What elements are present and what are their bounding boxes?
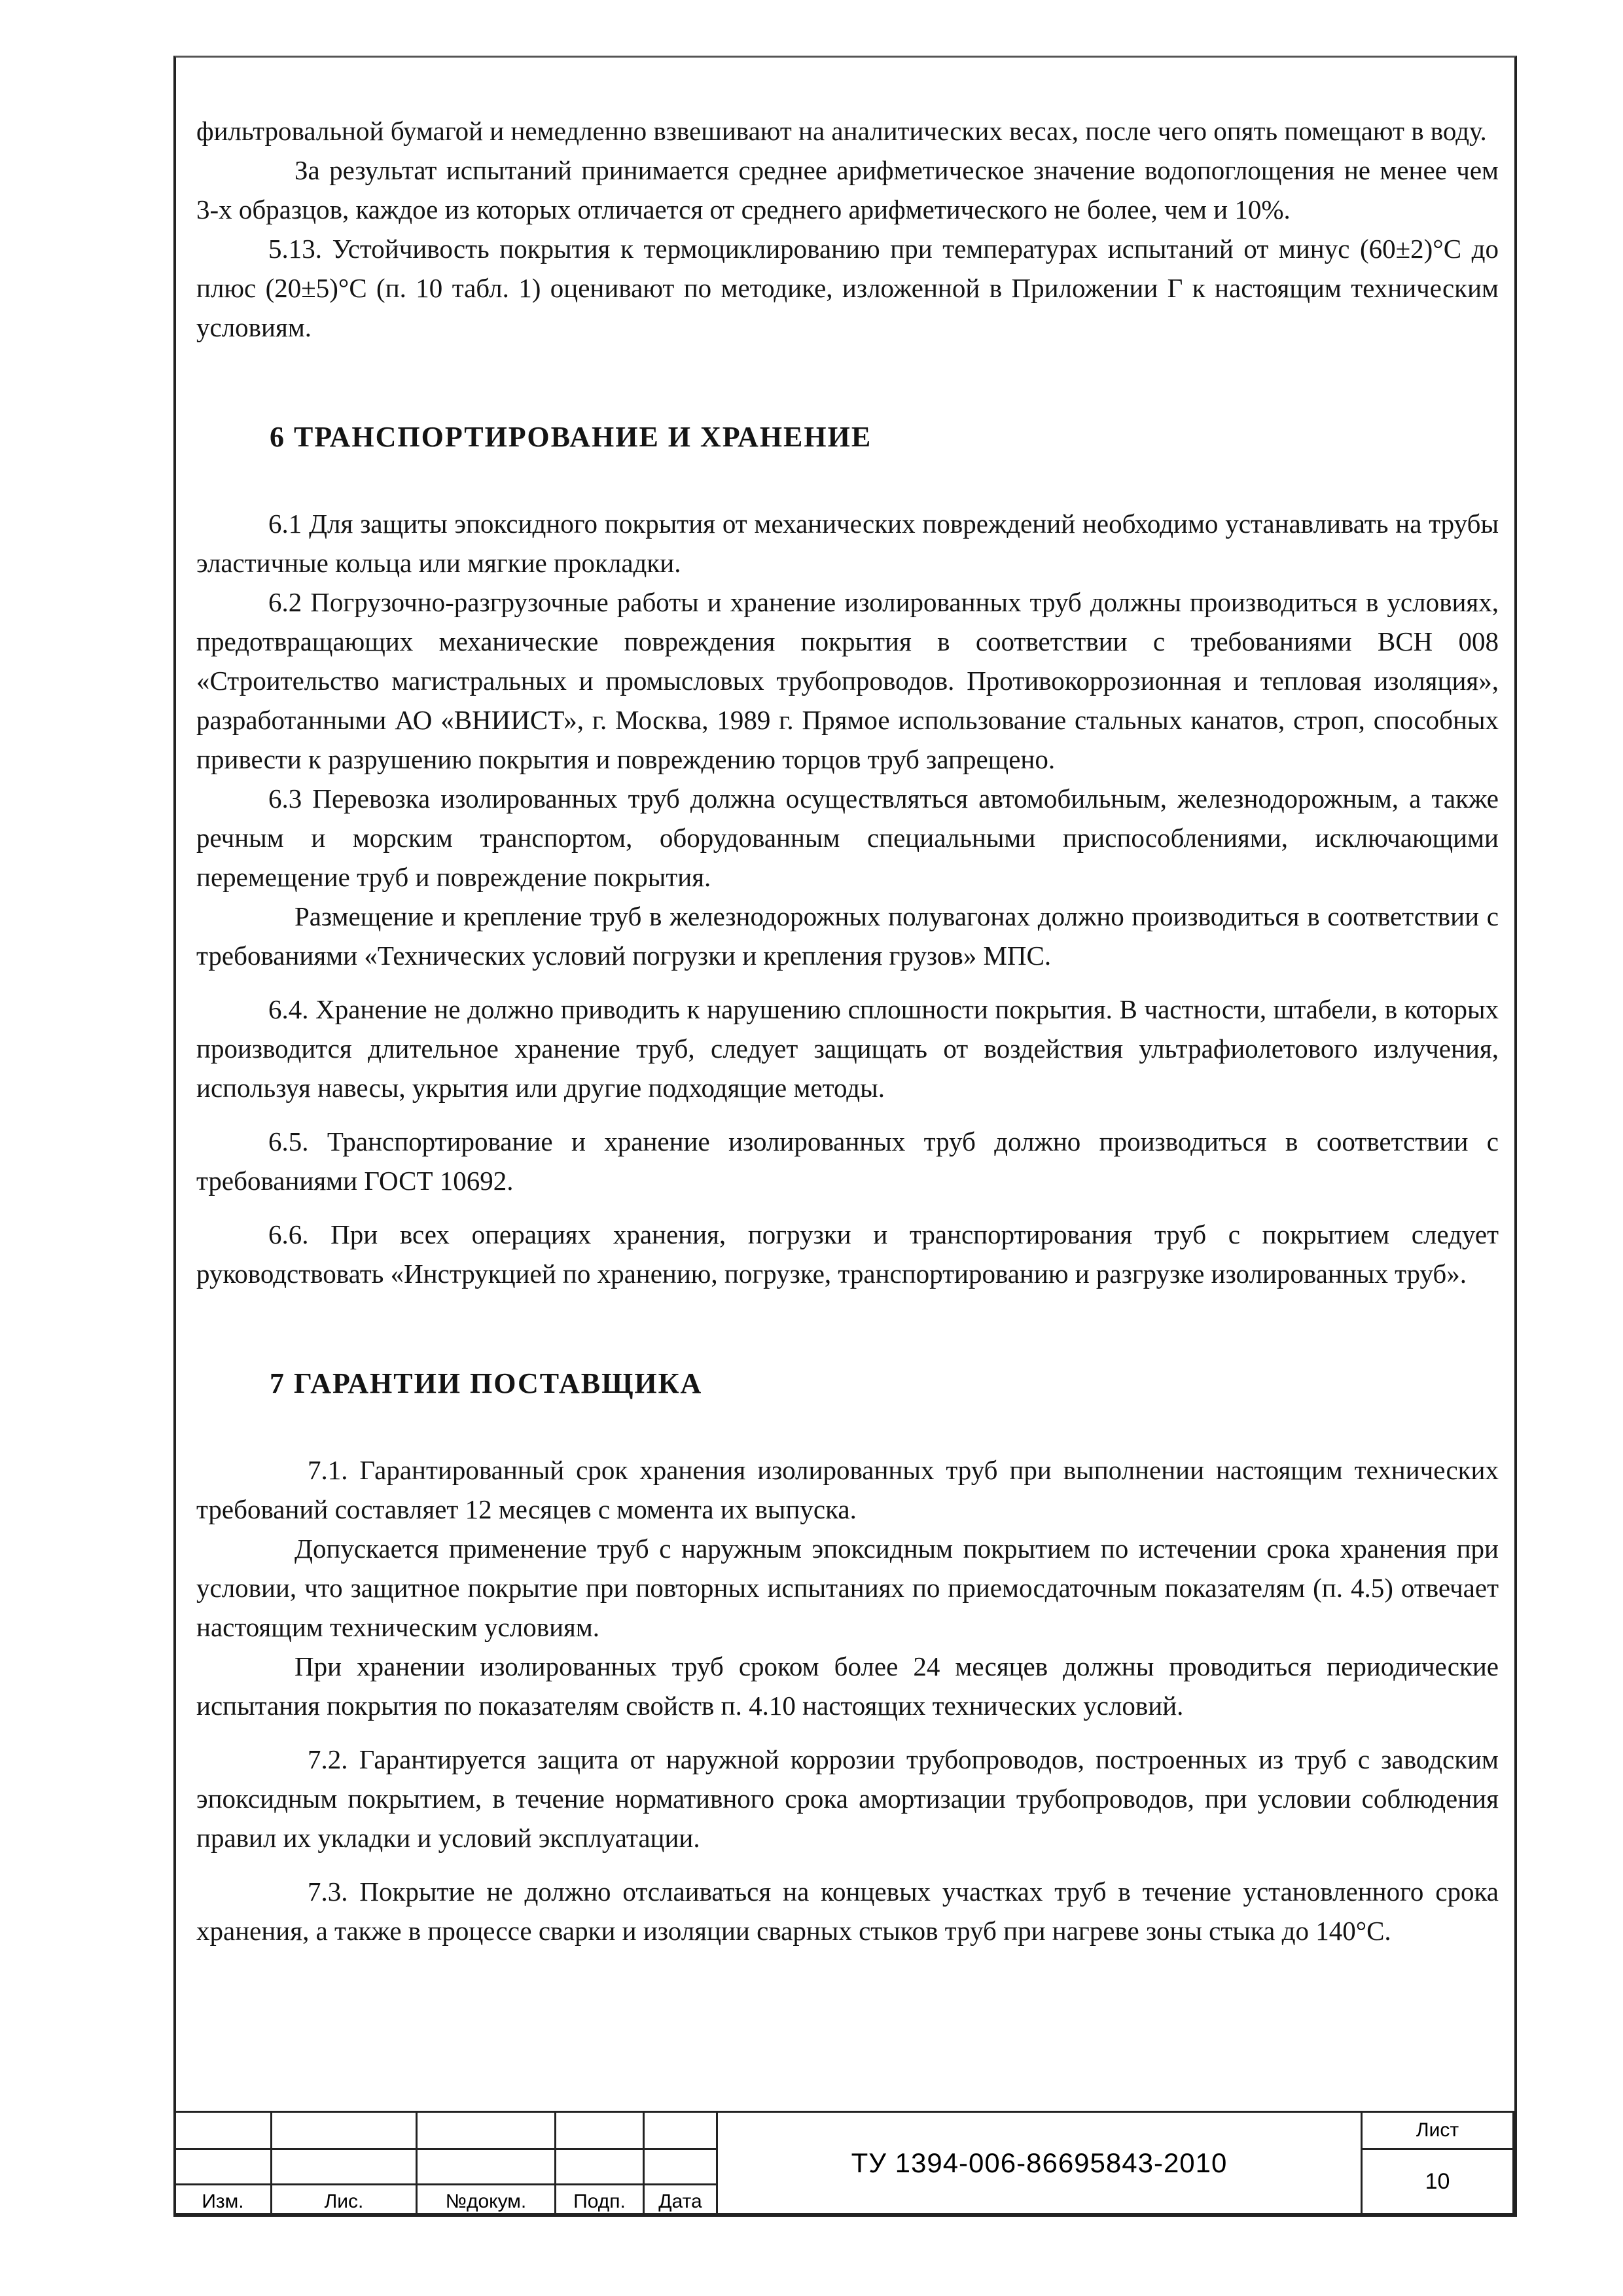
paragraph-7-3: 7.3. Покрытие не должно отслаиваться на концевых участках труб в течение установленного срока хранения, а также в процессе сварки и изоляции сварных стыков труб при нагреве зоны стыка до 140°С. (196, 1876, 1499, 1946)
document-body (196, 111, 1499, 1950)
stamp-col-list: Лис. (272, 2185, 417, 2214)
paragraph-6-1: 6.1 Для защиты эпоксидного покрытия от механических повреждений необходимо устанавливать на трубы эластичные кольца или мягкие прокладки. (196, 509, 1499, 578)
paragraph-6-2: 6.2 Погрузочно-разгрузочные работы и хранение изолированных труб должны производиться в условиях, предотвращающих механические повреждения покрытия в соответствии с требованиями ВСН 008 «Строительство магистральных и промысловых трубопроводов. Противокоррозионная и тепловая изоляция», разработанными АО «ВНИИСТ», г. Москва, 1989 г. Прямое использование стальных канатов, строп, способных привести к разрушению покрытия и повреждению торцов труб запрещено. (196, 587, 1499, 774)
paragraph-6-4: 6.4. Хранение не должно приводить к нарушению сплошности покрытия. В частности, штабели, в которых производится длительное хранение труб, следует защищать от воздействия ультрафиолетового излучения, используя навесы, укрытия или другие подходящие методы. (196, 994, 1499, 1103)
paragraph-7-2: 7.2. Гарантируется защита от наружной коррозии трубопроводов, построенных из труб с заводским эпоксидным покрытием, в течение нормативного срока амортизации трубопроводов, при условии соблюдения правил их укладки и условий эксплуатации. (196, 1744, 1499, 1853)
paragraph-6-3-placement: Размещение и крепление труб в железнодорожных полувагонах должно производиться в соответствии с требованиями «Технических условий погрузки и крепления грузов» МПС. (196, 901, 1499, 971)
document-code: ТУ 1394-006-86695843-2010 (717, 2112, 1362, 2214)
paragraph-7-1-allowance: Допускается применение труб с наружным эпоксидным покрытием по истечении срока хранения при условии, что защитное покрытие при повторных испытаниях по приемосдаточным показателям (п. 4.5) отвечает настоящим техническим условиям. (196, 1534, 1499, 1642)
title-block (173, 2111, 1514, 2215)
stamp-col-izm: Изм. (175, 2185, 272, 2214)
paragraph-6-5: 6.5. Транспортирование и хранение изолированных труб должно производиться в соответствии с требованиями ГОСТ 10692. (196, 1126, 1499, 1196)
section-7-heading: 7 ГАРАНТИИ ПОСТАВЩИКА (270, 1367, 703, 1399)
paragraph-7-1-storage: При хранении изолированных труб сроком более 24 месяцев должны проводиться периодические испытания покрытия по показателям свойств п. 4.10 настоящих технических условий. (196, 1651, 1499, 1721)
sheet-label: Лист (1362, 2112, 1514, 2149)
paragraph-5-13: 5.13. Устойчивость покрытия к термоциклированию при температурах испытаний от минус (60±2)°С до плюс (20±5)°С (п. 10 табл. 1) оценивают по методике, изложенной в Приложении Г к настоящим техническим условиям. (196, 234, 1499, 342)
paragraph-7-1: 7.1. Гарантированный срок хранения изолированных труб при выполнении настоящим технических требований составляет 12 месяцев с момента их выпуска. (196, 1455, 1499, 1524)
stamp-col-doc: №докум. (417, 2185, 556, 2214)
paragraph-6-3: 6.3 Перевозка изолированных труб должна осуществляться автомобильным, железнодорожным, а также речным и морским транспортом, оборудованным специальными приспособлениями, исключающими перемещение труб и повреждение покрытия. (196, 783, 1499, 892)
stamp-col-date: Дата (644, 2185, 717, 2214)
paragraph-6-6: 6.6. При всех операциях хранения, погрузки и транспортирования труб с покрытием следует руководствовать «Инструкцией по хранению, погрузке, транспортированию и разгрузке изолированных труб». (196, 1219, 1499, 1289)
section-6-heading: 6 ТРАНСПОРТИРОВАНИЕ И ХРАНЕНИЕ (270, 421, 872, 453)
stamp-col-podp: Подп. (556, 2185, 644, 2214)
paragraph-5-12-result: За результат испытаний принимается среднее арифметическое значение водопоглощения не менее чем 3-х образцов, каждое из которых отличается от среднего арифметического не более, чем и 10%. (196, 155, 1499, 224)
paragraph-5-12-cont: фильтровальной бумагой и немедленно взвешивают на аналитических весах, после чего опять помещают в воду. (196, 116, 1487, 146)
sheet-number: 10 (1362, 2149, 1514, 2214)
